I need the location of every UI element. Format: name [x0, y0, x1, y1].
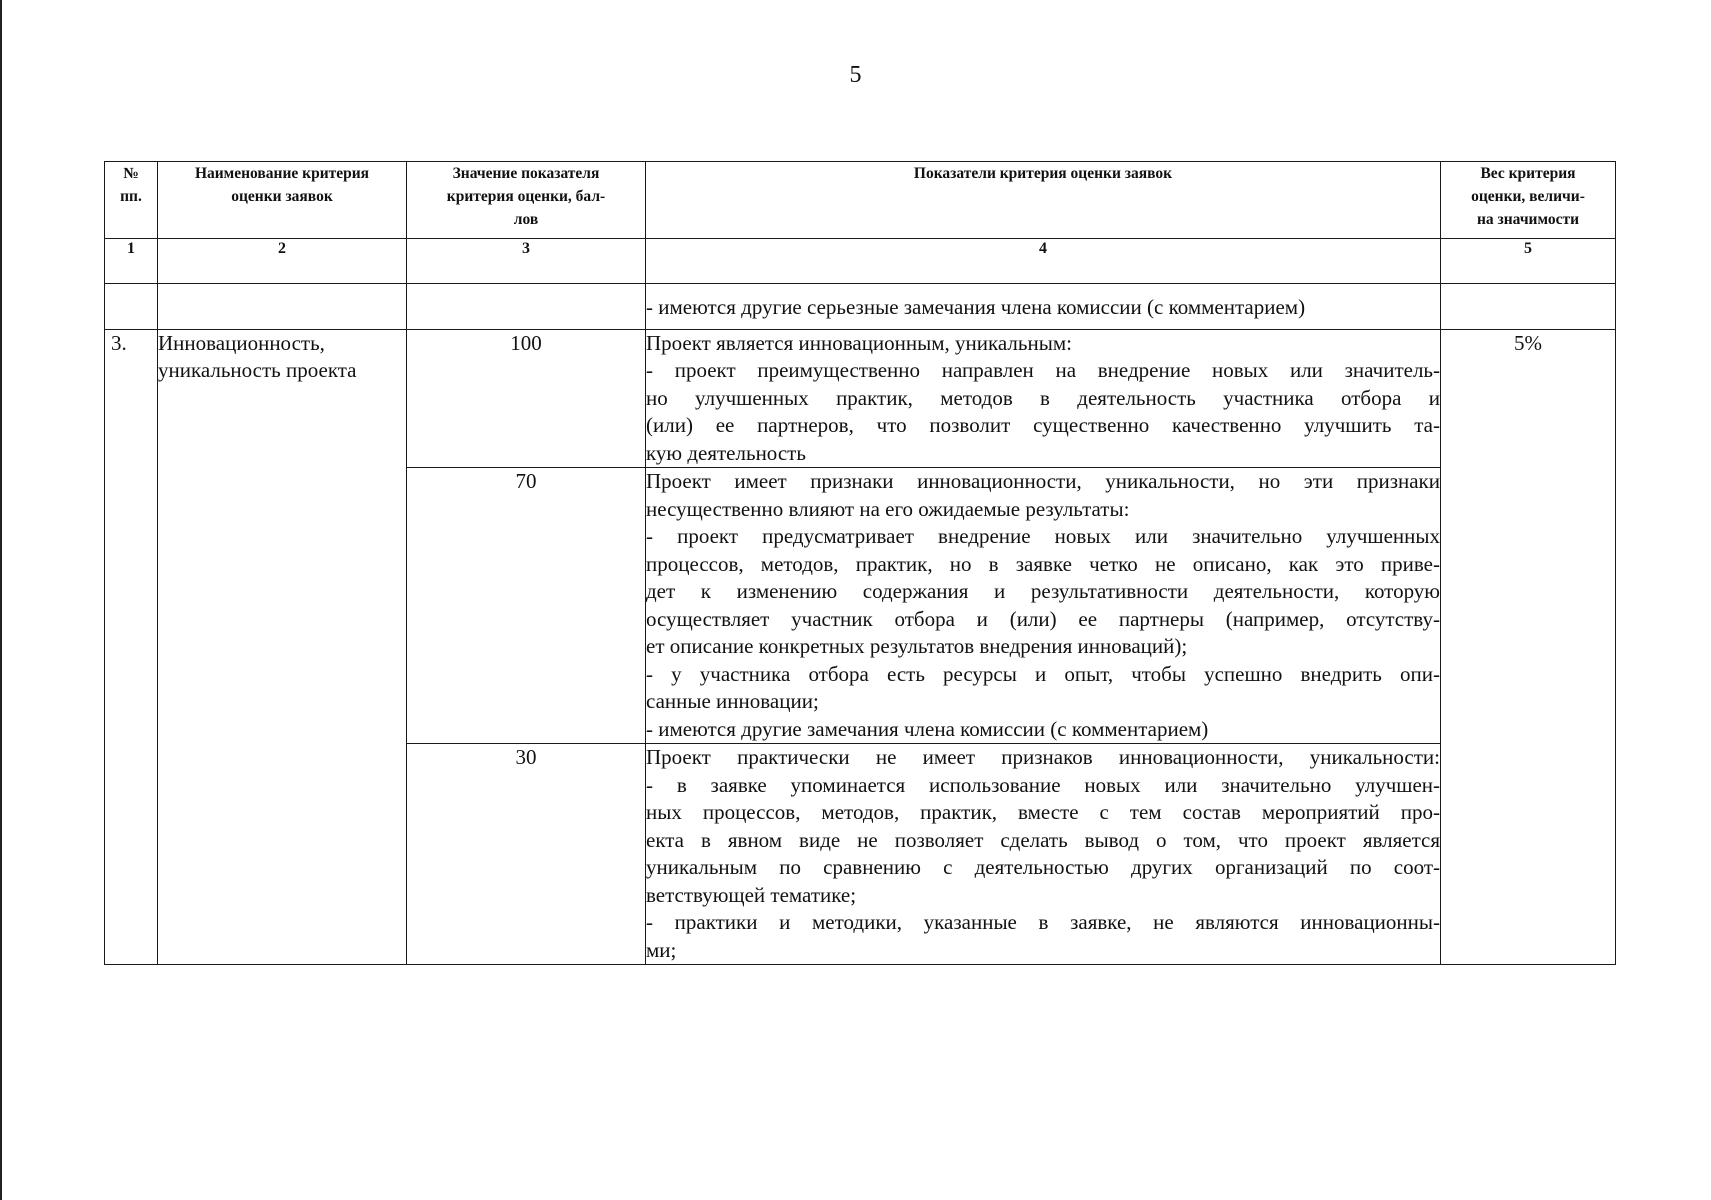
empty-cell	[1441, 284, 1616, 330]
header-weight: Вес критерия оценки, величи- на значимости	[1441, 162, 1616, 239]
header-number: № пп.	[105, 162, 158, 239]
indicator-text: Проект практически не имеет признаков инновационности, уникальности: - в заявке упоминается использование новых или значительно улучшен- ных процессов, методов, практик, вместе с тем состав мероприятий про- екта в явном виде не позволяет сделать вывод о том, что проект является уникальным по сравнению с деятельностью других организаций по соот- ветствующей тематике; - практики и методики, указанные в заявке, не являются инновационны- ми;	[646, 744, 1441, 965]
column-number: 5	[1441, 239, 1616, 284]
header-criterion-name: Наименование критерия оценки заявок	[158, 162, 407, 239]
scan-left-edge	[0, 0, 2, 1200]
page-number: 5	[849, 62, 862, 88]
empty-cell	[158, 284, 407, 330]
empty-cell	[407, 284, 646, 330]
score-value: 70	[407, 468, 646, 744]
empty-cell	[105, 284, 158, 330]
score-value: 100	[407, 329, 646, 468]
header-score-value: Значение показателя критерия оценки, бал- лов	[407, 162, 646, 239]
column-number: 2	[158, 239, 407, 284]
score-value: 30	[407, 744, 646, 965]
criterion-name: Инновационность, уникальность проекта	[158, 329, 407, 965]
criterion-row-100	[105, 329, 1616, 468]
criteria-table	[104, 161, 1616, 965]
column-number: 1	[105, 239, 158, 284]
criterion-weight: 5%	[1441, 329, 1616, 965]
header-row	[105, 162, 1616, 239]
column-number-row	[105, 239, 1616, 284]
column-number: 4	[646, 239, 1441, 284]
criterion-number: 3.	[105, 329, 158, 965]
indicator-text: Проект имеет признаки инновационности, уникальности, но эти признаки несущественно влияют на его ожидаемые результаты: - проект предусматривает внедрение новых или значительно улучшенных процессов, методов, практик, но в заявке четко не описано, как это приве- дет к изменению содержания и результативности деятельности, которую осуществляет участник отбора и (или) ее партнеры (например, отсутству- ет описание конкретных результатов внедрения инноваций); - у участника отбора есть ресурсы и опыт, чтобы успешно внедрить опи- санные инновации; - имеются другие замечания члена комиссии (с комментарием)	[646, 468, 1441, 744]
header-indicators: Показатели критерия оценки заявок	[646, 162, 1441, 239]
column-number: 3	[407, 239, 646, 284]
continuation-row	[105, 284, 1616, 330]
continuation-text: - имеются другие серьезные замечания члена комиссии (с комментарием)	[646, 284, 1441, 330]
indicator-text: Проект является инновационным, уникальным: - проект преимущественно направлен на внедрение новых или значитель- но улучшенных практик, методов в деятельность участника отбора и (или) ее партнеров, что позволит существенно качественно улучшить та- кую деятельность	[646, 329, 1441, 468]
